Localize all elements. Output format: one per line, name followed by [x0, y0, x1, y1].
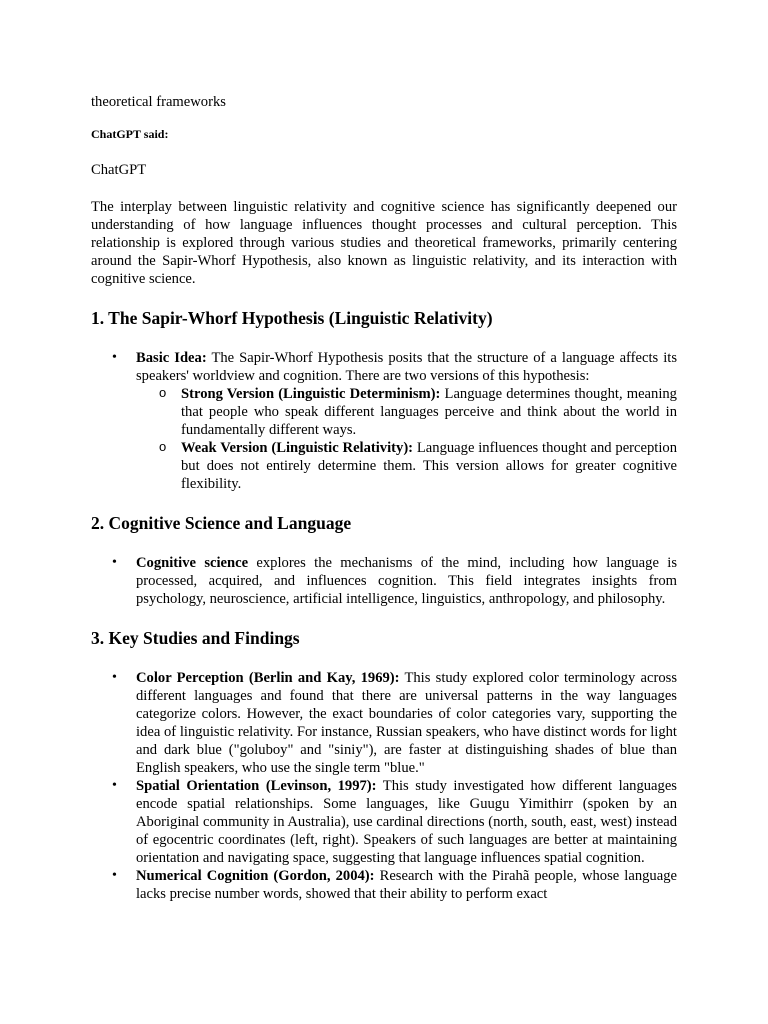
- said-label: ChatGPT said:: [91, 127, 169, 141]
- sub-bullet-icon: o: [159, 385, 167, 400]
- item-text: This study investigated how different languages encode spatial relationships. Some languages, like Guugu Yimithirr (spoken by an Aboriginal community in Australia), use cardinal directions (north, south, east, west) instead of egocentric coordinates (left, right). Speakers of such languages are better at maintaining orientation and navigating space, suggesting that language influences spatial cognition.: [136, 778, 677, 866]
- item-term: Basic Idea:: [136, 350, 207, 366]
- item-term: Cognitive science: [136, 555, 249, 571]
- item-term: Color Perception (Berlin and Kay, 1969):: [136, 670, 400, 686]
- sub-list-item: [159, 439, 677, 493]
- sub-item-text: Language determines thought, meaning that people who speak different languages perceive and think about the world in fundamentally different ways.: [181, 386, 677, 438]
- item-text: Research with the Pirahã people, whose language lacks precise number words, showed that their ability to perform exact: [136, 868, 677, 902]
- list-item: [112, 349, 678, 493]
- section-heading: 1. The Sapir-Whorf Hypothesis (Linguistic Relativity): [91, 308, 493, 328]
- document-page: [91, 93, 677, 903]
- bullet-icon: •: [112, 868, 117, 883]
- section-heading: 2. Cognitive Science and Language: [91, 513, 352, 533]
- bullet-icon: •: [112, 670, 117, 685]
- list-item: [112, 669, 677, 777]
- context-text: theoretical frameworks: [91, 94, 226, 110]
- sub-item-term: Weak Version (Linguistic Relativity):: [181, 440, 414, 456]
- section-heading: 3. Key Studies and Findings: [91, 628, 300, 648]
- bullet-icon: •: [112, 350, 117, 365]
- item-term: Numerical Cognition (Gordon, 2004):: [136, 868, 375, 884]
- item-text: This study explored color terminology across different languages and found that there are universal patterns in the way languages categorize colors. However, the exact boundaries of color categories vary, supporting the idea of linguistic relativity. For instance, Russian speakers, who have distinct words for light and dark blue ("goluboy" and "siniy"), are faster at distinguishing shades of blue than English speakers, who use the single term "blue.": [136, 670, 677, 776]
- sub-item-text: Language influences thought and perception but does not entirely determine them. This version allows for greater cognitive flexibility.: [181, 440, 677, 492]
- bullet-icon: •: [112, 778, 117, 793]
- list-item: [112, 777, 677, 867]
- bullet-list: [91, 669, 677, 903]
- list-item: [112, 554, 677, 608]
- item-text: The Sapir-Whorf Hypothesis posits that the structure of a language affects its speakers' worldview and cognition. There are two versions of this hypothesis:: [136, 350, 678, 384]
- bullet-list: [91, 349, 677, 493]
- sub-item-term: Strong Version (Linguistic Determinism):: [181, 386, 441, 402]
- bullet-list: [91, 554, 677, 608]
- sub-list: [136, 385, 677, 493]
- sub-bullet-icon: o: [159, 439, 167, 454]
- author-name: ChatGPT: [91, 162, 147, 178]
- item-text: explores the mechanisms of the mind, including how language is processed, acquired, and influences cognition. This field integrates insights from psychology, neuroscience, artificial intelligence, linguistics, anthropology, and philosophy.: [136, 555, 677, 607]
- item-term: Spatial Orientation (Levinson, 1997):: [136, 778, 377, 794]
- bullet-icon: •: [112, 555, 117, 570]
- intro-paragraph: The interplay between linguistic relativity and cognitive science has significantly deepened our understanding of how language influences thought processes and cultural perception. This relationship is explored through various studies and theoretical frameworks, primarily centering around the Sapir-Whorf Hypothesis, also known as linguistic relativity, and its interaction with cognitive science.: [91, 199, 677, 287]
- sub-list-item: [159, 385, 677, 439]
- list-item: [112, 867, 677, 903]
